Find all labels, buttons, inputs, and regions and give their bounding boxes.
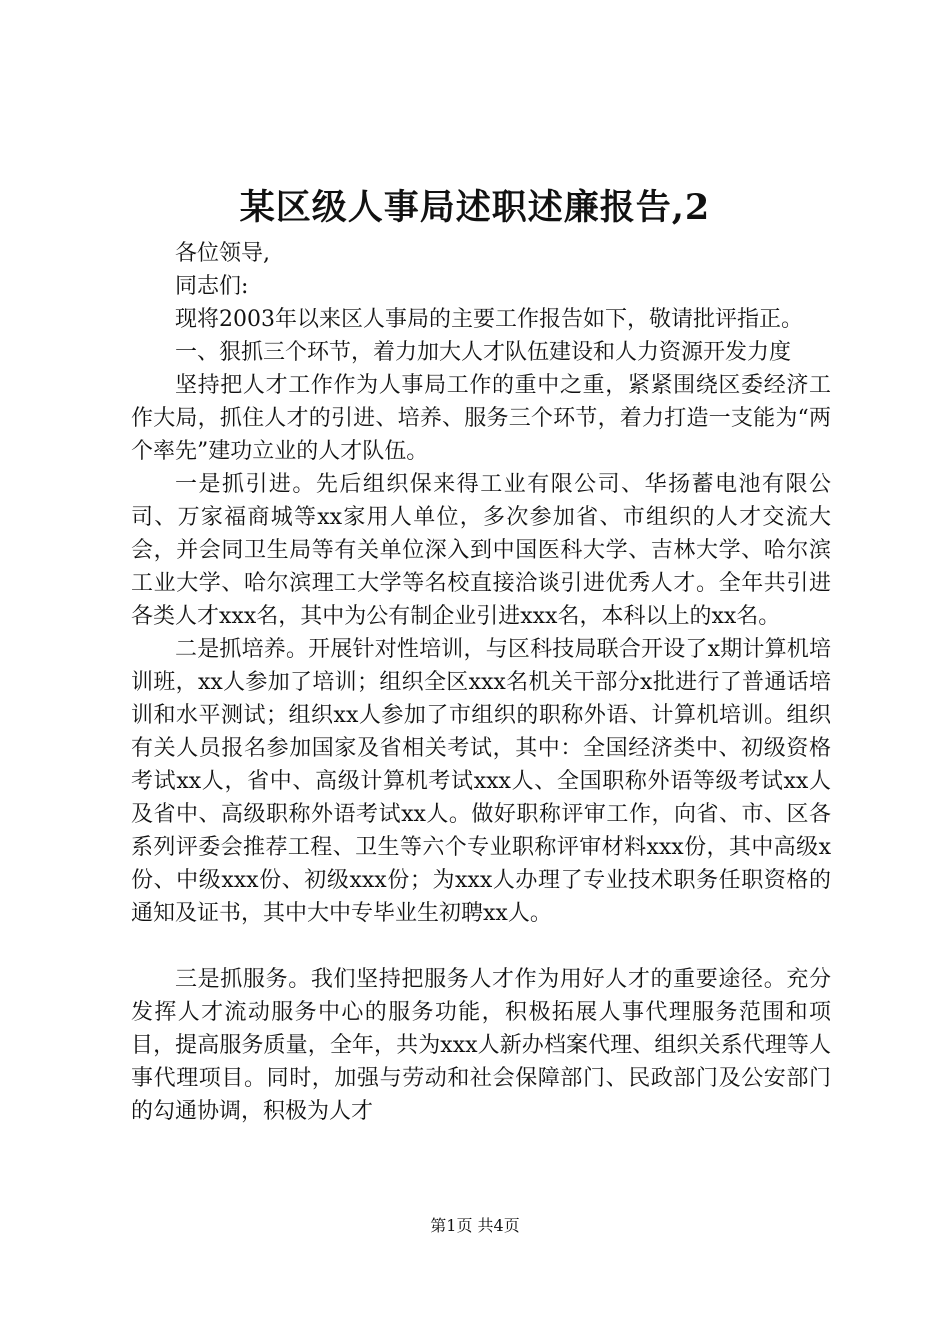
salutation-comrades: 同志们: xyxy=(175,274,249,299)
document-title: 某区级人事局述职述廉报告,2 xyxy=(239,187,711,228)
section-heading-1: 一、狠抓三个环节，着力加大人才队伍建设和人力资源开发力度 xyxy=(175,340,792,365)
page-number-footer: 第1页 共4页 xyxy=(430,1216,520,1235)
paragraph-training: 二是抓培养。开展针对性培训，与区科技局联合开设了x期计算机培训班，xx人参加了培训；组织全区xxx名机关干部分x批进行了普通话培训和水平测试；组织xx人参加了市组织的职称外语、计算机培训。组织有关人员报名参加国家及省相关考试，其中：全国经济类中、初级资格考试xx人，省中、高级计算机考试xxx人、全国职称外语等级考试xx人及省中、高级职称外语考试xx人。做好职称评审工作，向省、市、区各系列评委会推荐工程、卫生等六个专业职称评审材料xxx份，其中高级x份、中级xxx份、初级xxx份；为xxx人办理了专业技术职务任职资格的通知及证书，其中大中专毕业生初聘xx人。 xyxy=(131,637,831,926)
paragraph-service: 三是抓服务。我们坚持把服务人才作为用好人才的重要途径。充分发挥人才流动服务中心的服务功能，积极拓展人事代理服务范围和项目，提高服务质量，全年，共为xxx人新办档案代理、组织关系代理等人事代理项目。同时，加强与劳动和社会保障部门、民政部门及公安部门的勾通协调，积极为人才 xyxy=(131,967,831,1124)
paragraph-recruitment: 一是抓引进。先后组织保来得工业有限公司、华扬蓄电池有限公司、万家福商城等xx家用人单位，多次参加省、市组织的人才交流大会，并会同卫生局等有关单位深入到中国医科大学、吉林大学、哈尔滨工业大学、哈尔滨理工大学等名校直接洽谈引进优秀人才。全年共引进各类人才xxx名，其中为公有制企业引进xxx名，本科以上的xx名。 xyxy=(131,472,831,629)
paragraph-overview: 坚持把人才工作作为人事局工作的重中之重，紧紧围绕区委经济工作大局，抓住人才的引进、培养、服务三个环节，着力打造一支能为“两个率先”建功立业的人才队伍。 xyxy=(131,373,831,464)
salutation-leaders: 各位领导, xyxy=(175,241,270,266)
document-body xyxy=(131,237,831,1128)
paragraph-intro: 现将2003年以来区人事局的主要工作报告如下，敬请批评指正。 xyxy=(175,307,803,332)
